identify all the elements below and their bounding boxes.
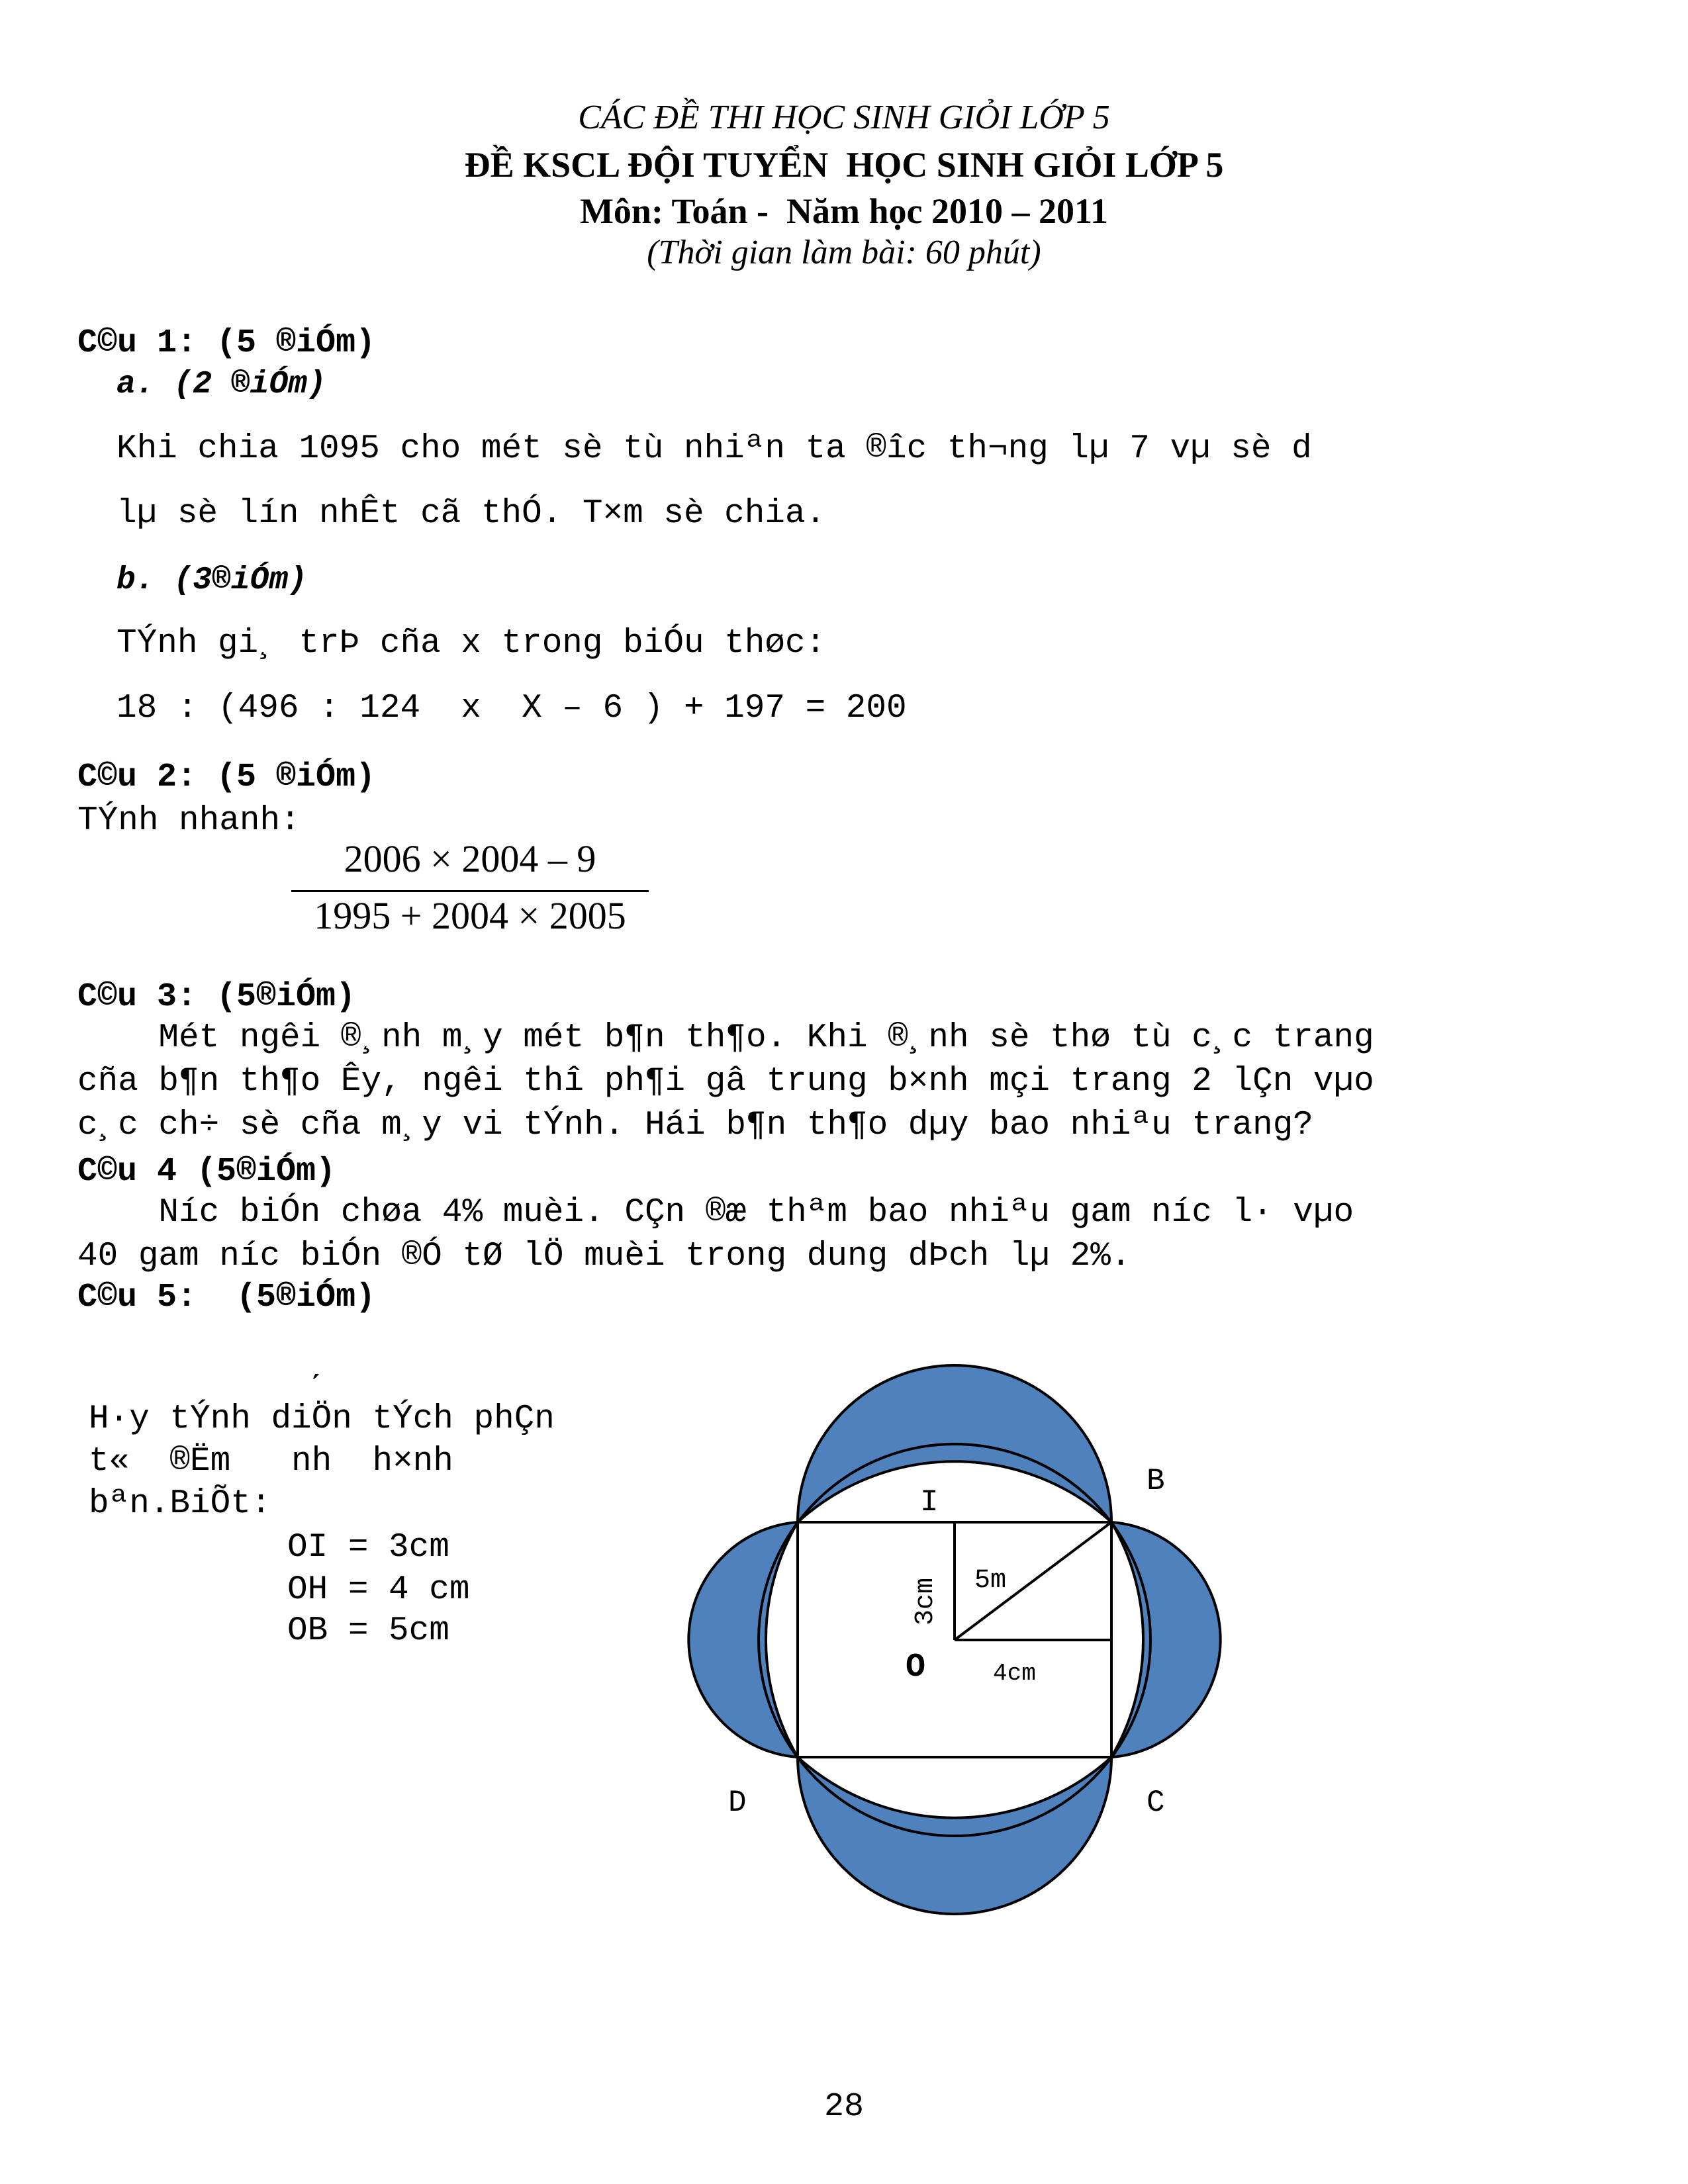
- q5-title: C©u 5: (5®iÓm): [77, 1279, 376, 1316]
- q1-a-line1: Khi chia 1095 cho mét sè tù nhiªn ta ®îc th¬ng lµ 7 vµ sè d: [117, 430, 1312, 468]
- q2-line1: TÝnh nhanh:: [77, 802, 301, 840]
- fraction-numerator: 2006 × 2004 – 9: [344, 837, 596, 880]
- header-line4: (Thời gian làm bài: 60 phút): [647, 234, 1041, 271]
- q1-b-label: b. (3®iÓm): [117, 563, 308, 598]
- q5-tick-mark: ˏ: [306, 1345, 326, 1383]
- q3-line1: Mét ngêi ®¸nh m¸y mét b¶n th¶o. Khi ®¸nh sè thø tù c¸c trang: [77, 1019, 1374, 1057]
- shaded-region-left: [688, 1522, 798, 1757]
- header-line1: CÁC ĐỀ THI HỌC SINH GIỎI LỚP 5: [578, 99, 1110, 136]
- q4-line2: 40 gam níc biÓn ®Ó tØ lÖ muèi trong dung dÞch lµ 2%.: [77, 1238, 1131, 1275]
- q5-given-oh: OH = 4 cm: [287, 1571, 470, 1609]
- q5-line1: H·y tÝnh diÖn tÝch phÇn: [89, 1400, 555, 1438]
- q1-a-line2: lµ sè lín nhÊt cã thÓ. T×m sè chia.: [117, 495, 826, 533]
- label-4cm: 4cm: [993, 1660, 1036, 1687]
- q2-title: C©u 2: (5 ®iÓm): [77, 758, 376, 796]
- q4-title: C©u 4 (5®iÓm): [77, 1153, 336, 1191]
- geometry-figure: [662, 1350, 1258, 1946]
- label-i: I: [920, 1485, 939, 1520]
- q5-given-ob: OB = 5cm: [287, 1612, 449, 1650]
- q3-line3: c¸c ch÷ sè cña m¸y vi tÝnh. Hái b¶n th¶o dµy bao nhiªu trang?: [77, 1107, 1313, 1144]
- q4-line1: Níc biÓn chøa 4% muèi. CÇn ®æ thªm bao nhiªu gam níc l· vµo: [77, 1194, 1354, 1232]
- header-line3: Môn: Toán - Năm học 2010 – 2011: [579, 191, 1109, 231]
- fraction-denominator: 1995 + 2004 × 2005: [314, 894, 626, 937]
- label-o: O: [906, 1649, 926, 1686]
- label-b: B: [1147, 1464, 1165, 1498]
- q1-b-line2: 18 : (496 : 124 x X – 6 ) + 197 = 200: [117, 690, 907, 727]
- q5-line2: t« ®Ëm nh h×nh: [89, 1443, 453, 1480]
- q1-b-line1: TÝnh gi¸ trÞ cña x trong biÓu thøc:: [117, 625, 826, 662]
- q3-line2: cña b¶n th¶o Êy, ngêi thî ph¶i gâ trung b×nh mçi trang 2 lÇn vµo: [77, 1063, 1374, 1101]
- shaded-region-right: [1111, 1522, 1221, 1757]
- label-3cm: 3cm: [911, 1577, 941, 1626]
- q5-line3: bªn.BiÕt:: [89, 1485, 271, 1523]
- header-line2: ĐỀ KSCL ĐỘI TUYỂN HỌC SINH GIỎI LỚP 5: [464, 145, 1224, 185]
- label-5m: 5m: [974, 1566, 1007, 1596]
- page-number: 28: [823, 2088, 864, 2126]
- q5-given-oi: OI = 3cm: [287, 1529, 449, 1567]
- label-d: D: [728, 1786, 747, 1820]
- fraction-bar: [291, 890, 649, 892]
- q1-a-label: a. (2 ®iÓm): [117, 367, 326, 402]
- q3-title: C©u 3: (5®iÓm): [77, 978, 356, 1016]
- q1-title: C©u 1: (5 ®iÓm): [77, 324, 376, 362]
- label-c: C: [1147, 1786, 1165, 1820]
